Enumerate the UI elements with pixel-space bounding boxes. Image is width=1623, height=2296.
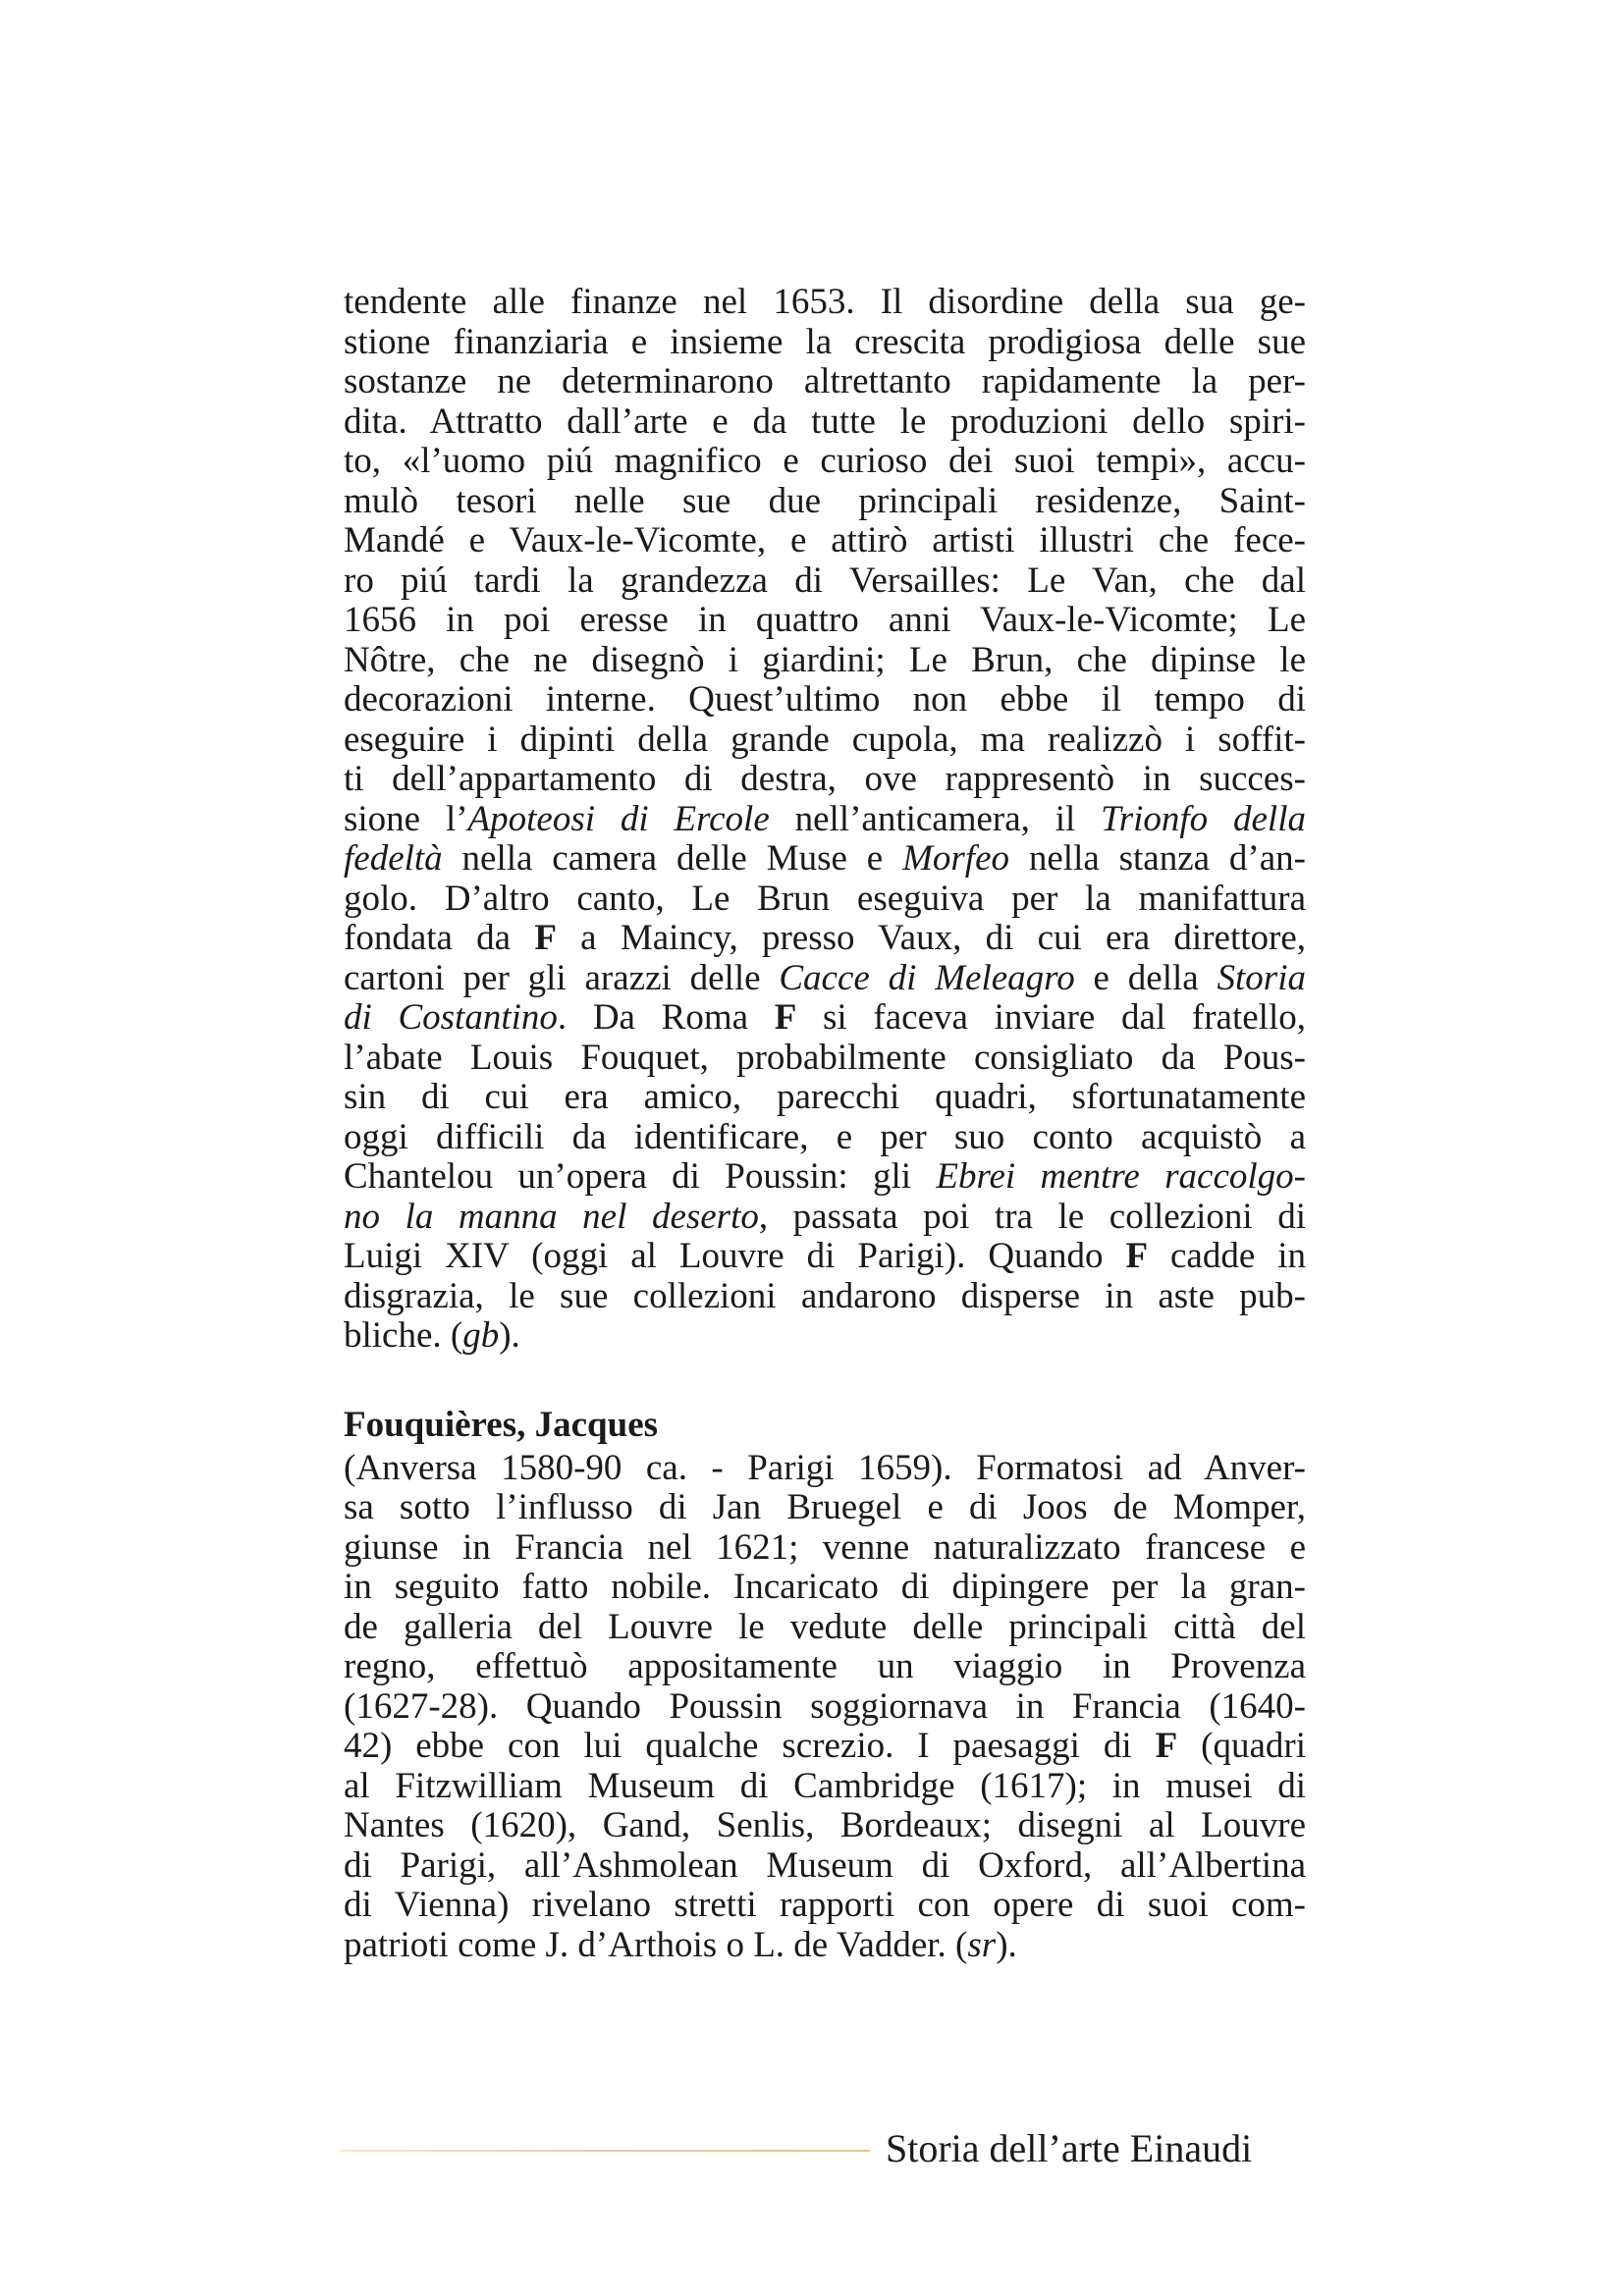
text-line: 1656 in poi eresse in quattro anni Vaux-le-Vicomte; Le: [344, 600, 1306, 640]
text-line: ti dell’appartamento di destra, ove rappresentò in succes-: [344, 759, 1306, 799]
text-line: oggi difficili da identificare, e per suo conto acquistò a: [344, 1116, 1306, 1157]
text-line: dita. Attratto dall’arte e da tutte le produzioni dello spiri-: [344, 400, 1306, 442]
text-line: Mandé e Vaux-le-Vicomte, e attirò artisti illustri che fece-: [344, 520, 1306, 561]
text-line: [344, 959, 1306, 999]
text-run: nella camera delle Muse e: [442, 838, 903, 879]
artwork-title: fedeltà: [344, 838, 443, 879]
text-run: , passata poi tra le collezioni di: [758, 1196, 1306, 1237]
text-line: [344, 839, 1306, 880]
page-content: [344, 283, 1306, 1965]
text-line: [344, 1157, 1306, 1198]
footer-publication-title: Storia dell’arte Einaudi: [886, 2126, 1253, 2170]
text-line: de galleria del Louvre le vedute delle principali città del: [344, 1606, 1306, 1647]
text-run: e della: [1074, 957, 1217, 998]
text-run: patrioti come J. d’Arthois o L. de Vadder. (: [344, 1924, 968, 1965]
text-run: nella stanza d’an-: [1009, 838, 1306, 879]
text-line: mulò tesori nelle sue due principali residenze, Saint-: [344, 480, 1306, 521]
text-run: 42) ebbe con lui qualche screzio. I paesaggi di: [344, 1726, 1156, 1766]
previous-entry-continuation: [344, 283, 1306, 1357]
artwork-title: Storia: [1217, 957, 1306, 998]
text-line: to, «l’uomo piú magnifico e curioso dei suoi tempi», accu-: [344, 441, 1306, 481]
text-run: a Maincy, presso Vaux, di cui era direttore,: [556, 918, 1306, 958]
text-line: [344, 1727, 1306, 1767]
text-line: giunse in Francia nel 1621; venne naturalizzato francese e: [344, 1526, 1306, 1568]
text-line: sin di cui era amico, parecchi quadri, sfortunatamente: [344, 1077, 1306, 1117]
text-run: Chantelou un’opera di Poussin: gli: [344, 1156, 937, 1197]
text-line: [344, 800, 1306, 840]
text-line: sa sotto l’influsso di Jan Bruegel e di Joos de Momper,: [344, 1487, 1306, 1527]
entry-spacer: [344, 1357, 1306, 1406]
subject-abbreviation: F: [534, 918, 557, 958]
text-line: (1627-28). Quando Poussin soggiornava in Francia (1640-: [344, 1685, 1306, 1727]
text-line: l’abate Louis Fouquet, probabilmente consigliato da Pous-: [344, 1037, 1306, 1078]
text-run: ).: [499, 1315, 520, 1356]
subject-abbreviation: F: [1155, 1726, 1178, 1766]
subject-abbreviation: F: [1125, 1236, 1149, 1276]
text-run: . Da Roma: [557, 997, 775, 1038]
text-line: sostanze ne determinarono altrettanto rapidamente la per-: [344, 361, 1306, 401]
text-line: ro piú tardi la grandezza di Versailles: Le Van, che dal: [344, 560, 1306, 601]
text-line: [344, 998, 1306, 1039]
artwork-title: Morfeo: [902, 838, 1010, 879]
text-run: Luigi XIV (oggi al Louvre di Parigi). Quando: [344, 1236, 1126, 1276]
text-line: di Vienna) rivelano stretti rapporti con opere di suoi com-: [344, 1885, 1306, 1925]
author-initials: gb: [462, 1315, 500, 1356]
entry-fouquieres: [344, 1406, 1306, 1966]
text-run: (quadri: [1177, 1726, 1306, 1766]
text-line: [344, 1198, 1306, 1238]
text-run: ).: [996, 1924, 1017, 1965]
subject-abbreviation: F: [774, 997, 797, 1038]
text-line: Nôtre, che ne disegnò i giardini; Le Brun, che dipinse le: [344, 639, 1306, 680]
text-line: tendente alle finanze nel 1653. Il disordine della sua ge-: [344, 282, 1306, 322]
text-line: di Parigi, all’Ashmolean Museum di Oxford, all’Albertina: [344, 1844, 1306, 1886]
entry-heading: Fouquières, Jacques: [344, 1404, 659, 1445]
text-line: in seguito fatto nobile. Incaricato di dipingere per la gran-: [344, 1567, 1306, 1607]
artwork-title: Trionfo della: [1101, 798, 1306, 839]
artwork-title: Cacce di Meleagro: [779, 957, 1075, 998]
text-run: nell’anticamera, il: [769, 798, 1102, 839]
text-line: Nantes (1620), Gand, Senlis, Bordeaux; disegni al Louvre: [344, 1805, 1306, 1845]
text-line: [344, 1316, 1306, 1357]
artwork-title: Apoteosi di Ercole: [467, 798, 770, 839]
text-run: bliche. (: [344, 1315, 463, 1356]
text-line: regno, effettuò appositamente un viaggio in Provenza: [344, 1646, 1306, 1686]
text-run: sione l’: [344, 798, 468, 839]
text-line: decorazioni interne. Quest’ultimo non ebbe il tempo di: [344, 679, 1306, 720]
footer-rule: [340, 2150, 870, 2152]
artwork-title: no la manna nel deserto: [344, 1196, 759, 1237]
text-run: cadde in: [1148, 1236, 1307, 1276]
text-line: disgrazia, le sue collezioni andarono disperse in aste pub-: [344, 1275, 1306, 1316]
author-initials: sr: [967, 1924, 997, 1965]
text-run: fondata da: [344, 918, 535, 958]
text-line: [344, 1237, 1306, 1277]
text-run: si faceva inviare dal fratello,: [796, 997, 1306, 1038]
text-run: cartoni per gli arazzi delle: [344, 957, 780, 998]
text-line: al Fitzwilliam Museum di Cambridge (1617); in musei di: [344, 1765, 1306, 1806]
text-line: [344, 1926, 1306, 1966]
text-line: (Anversa 1580-90 ca. - Parigi 1659). Formatosi ad Anver-: [344, 1447, 1306, 1488]
text-line: eseguire i dipinti della grande cupola, ma realizzò i soffit-: [344, 719, 1306, 760]
text-line: [344, 919, 1306, 959]
text-line: stione finanziaria e insieme la crescita prodigiosa delle sue: [344, 321, 1306, 362]
text-line: golo. D’altro canto, Le Brun eseguiva per la manifattura: [344, 878, 1306, 919]
artwork-title: di Costantino: [344, 997, 558, 1038]
artwork-title: Ebrei mentre raccolgo-: [936, 1156, 1306, 1197]
